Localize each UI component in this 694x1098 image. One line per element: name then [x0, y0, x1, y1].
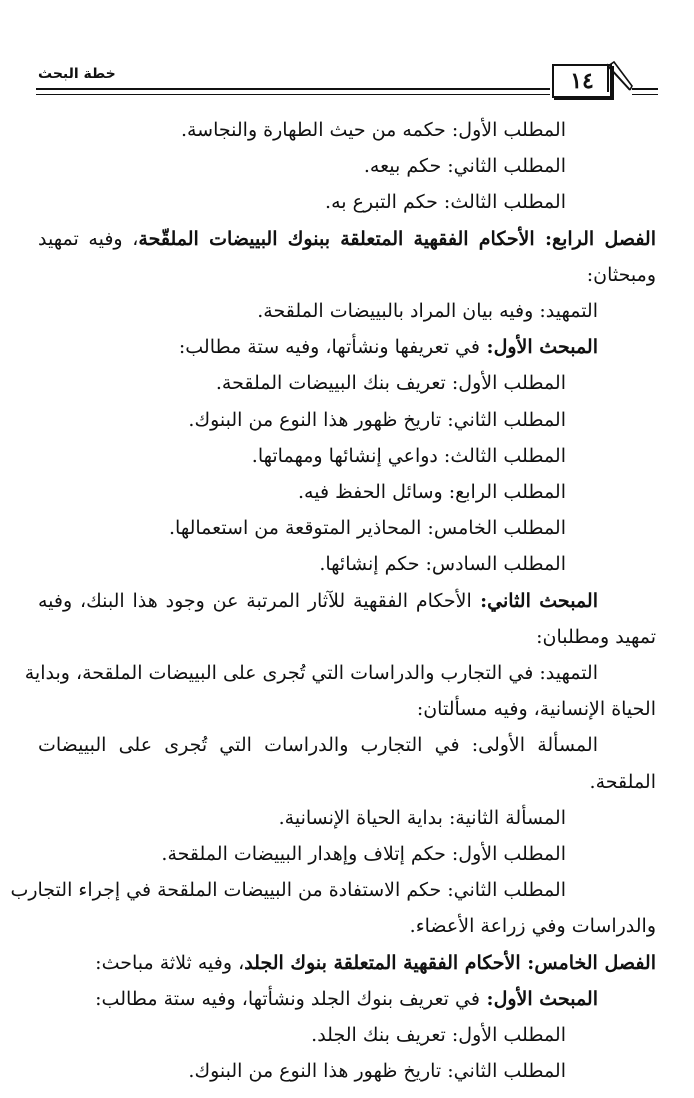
outline-line	[38, 190, 566, 214]
outline-line	[38, 371, 566, 395]
outline-separator: :	[441, 155, 454, 178]
header-rule-bottom	[36, 94, 550, 95]
outline-line	[10, 878, 566, 902]
outline-text: حكمه من حيث الطهارة والنجاسة.	[180, 119, 446, 141]
outline-line	[38, 263, 656, 287]
outline-separator: :	[533, 300, 546, 322]
outline-line	[38, 408, 566, 432]
outline-separator: :	[437, 444, 451, 467]
outline-text: تمهيد ومطلبان:	[536, 625, 656, 648]
outline-label: المطلب الأول	[458, 372, 566, 395]
outline-separator: :	[437, 191, 451, 214]
outline-line	[38, 987, 598, 1011]
outline-line	[38, 118, 566, 142]
outline-line	[38, 697, 656, 721]
outline-line	[38, 154, 566, 178]
outline-label: المسألة الأولى	[478, 734, 598, 757]
outline-label: المبحث الأول	[493, 336, 598, 359]
outline-label: الفصل الخامس	[534, 951, 656, 974]
outline-text: الملقحة.	[589, 770, 656, 793]
outline-text-rest: ، وفيه ثلاثة مباحث:	[95, 951, 245, 974]
outline-line	[38, 552, 566, 576]
outline-line	[38, 806, 566, 830]
outline-separator: :	[445, 843, 459, 865]
outline-text: الأحكام الفقهية للآثار المرتبة عن وجود هذا البنك، وفيه	[38, 589, 472, 612]
outline-line	[24, 661, 598, 685]
outline-text: ومبحثان:	[586, 263, 656, 286]
outline-text: حكم بيعه.	[363, 155, 442, 178]
outline-line	[38, 951, 656, 975]
outline-label: المبحث الأول	[493, 987, 598, 1010]
outline-line	[38, 770, 656, 794]
outline-line	[38, 1059, 566, 1083]
outline-line	[38, 625, 656, 649]
outline-text: في التجارب والدراسات التي تُجرى على البييضات	[38, 734, 460, 757]
outline-text: الأحكام الفقهية المتعلقة ببنوك البييضات الملقّحة	[138, 227, 535, 250]
outline-text: في تعريفها ونشأتها، وفيه ستة مطالب:	[178, 336, 480, 359]
header-rule-bottom-right	[632, 94, 658, 95]
outline-separator: :	[534, 227, 552, 250]
outline-label: المطلب الثاني	[453, 1060, 566, 1083]
outline-separator: :	[442, 806, 456, 829]
outline-label: الفصل الرابع	[551, 227, 657, 250]
outline-label: التمهيد	[545, 662, 598, 684]
outline-text: الحياة الإنسانية، وفيه مسألتان:	[416, 698, 656, 721]
outline-text: حكم إتلاف وإهدار البييضات الملقحة.	[161, 843, 446, 865]
outline-label: المطلب السادس	[431, 553, 566, 576]
page-number: ١٤	[552, 64, 612, 98]
outline-separator: :	[445, 372, 459, 395]
outline-separator: :	[479, 336, 494, 359]
outline-separator: :	[419, 553, 432, 576]
outline-separator: :	[520, 951, 535, 974]
outline-text-rest: ، وفيه تمهيد	[38, 227, 139, 250]
outline-text: حكم إنشائها.	[319, 553, 420, 576]
outline-text: تاريخ ظهور هذا النوع من البنوك.	[188, 1060, 442, 1083]
outline-separator: :	[441, 408, 454, 431]
outline-line	[38, 842, 566, 866]
outline-separator: :	[445, 119, 459, 141]
outline-label: المطلب الأول	[458, 119, 566, 141]
outline-text: حكم الاستفادة من البييضات الملقحة في إجراء التجارب	[10, 879, 442, 902]
outline-line	[38, 227, 656, 251]
outline-text: تاريخ ظهور هذا النوع من البنوك.	[188, 408, 442, 431]
outline-separator: :	[445, 1024, 459, 1046]
pencil-icon	[604, 60, 634, 94]
outline-separator: :	[533, 662, 546, 684]
outline-line	[38, 444, 566, 468]
outline-text: تعريف بنك الجلد.	[311, 1024, 446, 1046]
outline-text: تعريف بنك البييضات الملقحة.	[215, 372, 446, 395]
outline-text: وفيه بيان المراد بالبييضات الملقحة.	[257, 300, 534, 322]
outline-separator: :	[471, 589, 488, 612]
outline-label: المطلب الثاني	[453, 879, 566, 902]
outline-line	[38, 335, 598, 359]
header-rule-top-right	[632, 88, 658, 90]
outline-label: المبحث الثاني	[487, 589, 598, 612]
outline-text: المحاذير المتوقعة من استعمالها.	[169, 517, 422, 540]
outline-separator: :	[442, 481, 456, 503]
header-rule-top	[36, 88, 550, 90]
outline-label: المسألة الثانية	[455, 806, 566, 829]
outline-separator: :	[459, 734, 479, 757]
outline-label: المطلب الأول	[458, 843, 566, 865]
outline-text: الأحكام الفقهية المتعلقة بنوك الجلد	[244, 951, 521, 974]
outline-text: حكم التبرع به.	[325, 191, 438, 214]
outline-separator: :	[421, 517, 434, 540]
outline-text: دواعي إنشائها ومهماتها.	[251, 444, 438, 467]
outline-label: المطلب الثاني	[453, 155, 566, 178]
outline-text: وسائل الحفظ فيه.	[298, 481, 443, 503]
outline-label: المطلب الرابع	[455, 481, 566, 503]
outline-label: المطلب الثاني	[453, 408, 566, 431]
outline-line	[38, 480, 566, 504]
outline-line	[38, 914, 656, 938]
outline-label: المطلب الخامس	[433, 517, 566, 540]
outline-text: والدراسات وفي زراعة الأعضاء.	[409, 915, 656, 938]
outline-line	[38, 589, 598, 613]
outline-line	[38, 516, 566, 540]
outline-separator: :	[479, 987, 494, 1010]
outline-line	[38, 733, 598, 757]
outline-text: بداية الحياة الإنسانية.	[278, 806, 443, 829]
outline-label: المطلب الأول	[458, 1024, 566, 1046]
outline-separator: :	[441, 879, 454, 902]
outline-text: في التجارب والدراسات التي تُجرى على البييضات الملقحة، وبداية	[24, 662, 534, 684]
outline-line	[38, 299, 598, 323]
outline-line	[38, 1023, 566, 1047]
outline-text: في تعريف بنوك الجلد ونشأتها، وفيه ستة مطالب:	[95, 987, 480, 1010]
running-title: خطة البحث	[38, 66, 116, 82]
outline-label: التمهيد	[545, 300, 598, 322]
outline-separator: :	[441, 1060, 454, 1083]
outline-label: المطلب الثالث	[450, 191, 566, 214]
outline-label: المطلب الثالث	[450, 444, 566, 467]
